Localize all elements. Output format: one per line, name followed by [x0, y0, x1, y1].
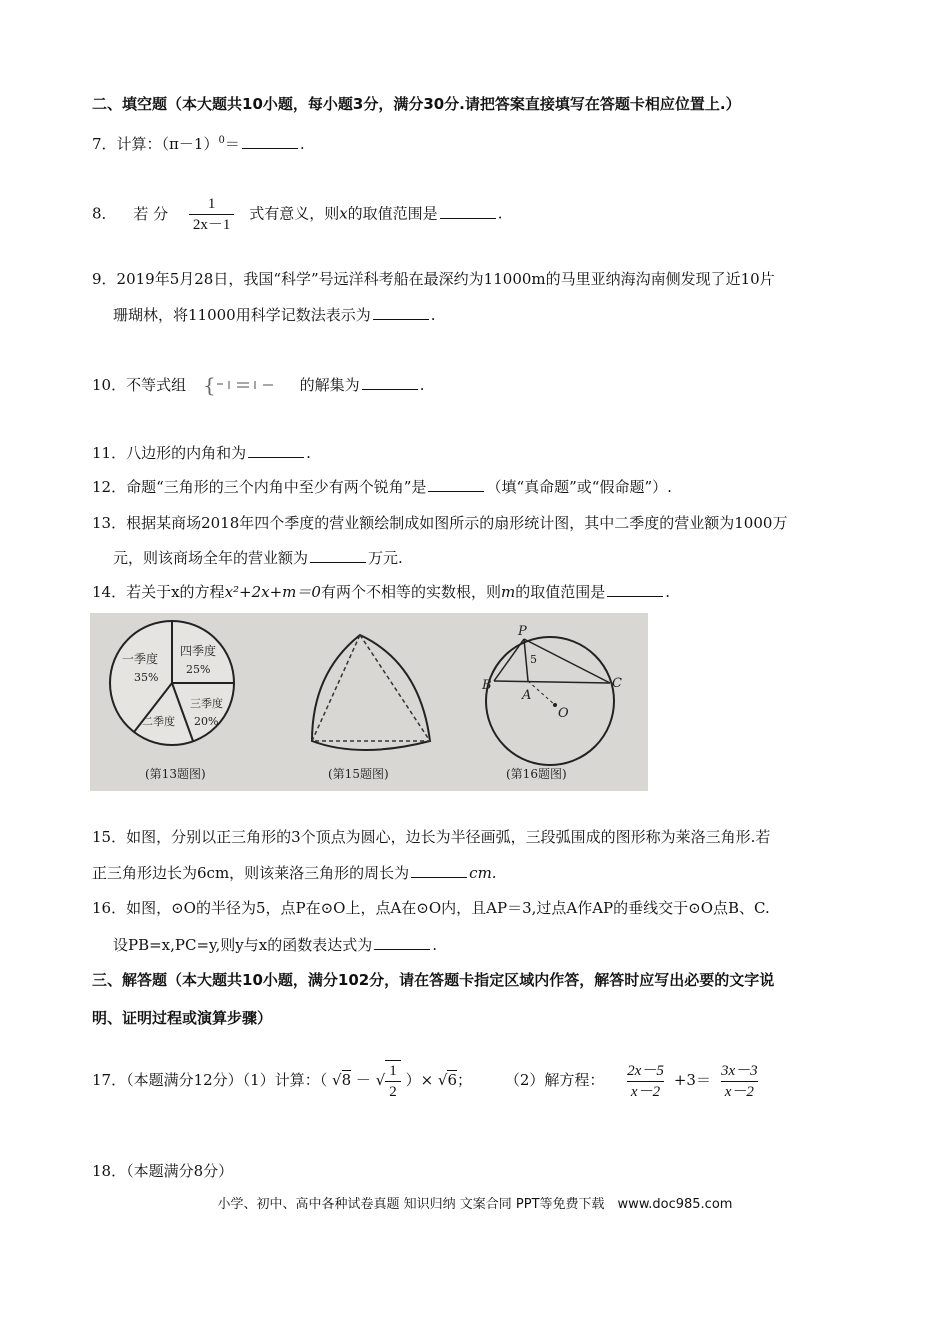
q14-end: . — [665, 583, 670, 601]
question-12 — [92, 476, 672, 498]
sqrt-half-fraction — [385, 1060, 401, 1102]
q11-end: . — [306, 444, 311, 462]
fig16-label-O: O — [558, 706, 569, 721]
q7-eq: ＝ — [224, 135, 240, 153]
answer-blank — [242, 134, 298, 149]
q8-var: x — [339, 204, 348, 223]
q12-text: 命题“三角形的三个内角中至少有两个锐角”是 — [126, 478, 427, 496]
q11-text: 八边形的内角和为 — [126, 444, 247, 462]
question-15-line2 — [92, 862, 497, 884]
fig13-label-q2: 二季度 — [142, 715, 175, 728]
question-17 — [92, 1060, 768, 1102]
q17-num: 17． — [92, 1071, 127, 1089]
q17-left-fraction — [623, 1061, 668, 1102]
answer-blank — [374, 935, 430, 950]
q7-text: 7． — [92, 135, 117, 153]
question-9-line1: 9．2019年5月28日，我国“科学”号远洋科考船在最深约为11000m的马里亚纳海沟南侧发现了近10片 — [92, 270, 775, 288]
fig16-label-C: C — [612, 676, 622, 691]
r-num: 3x－3 — [720, 1062, 758, 1079]
q14-post2: 的取值范围是 — [515, 583, 606, 601]
fig13-label-q1: 一季度 — [122, 652, 159, 666]
sqrt-8-value: 8 — [341, 1071, 352, 1089]
footer-text: 小学、初中、高中各种试卷真题 知识归纳 文案合同 PPT等免费下载 www.doc985.com — [217, 1197, 733, 1212]
fig13-label-q4: 四季度 — [180, 644, 217, 658]
r-den: x－2 — [721, 1081, 758, 1102]
question-16-line2 — [113, 934, 437, 956]
q7-exponent: 0 — [218, 135, 225, 146]
q13-end: 万元. — [368, 549, 403, 567]
half-den: 2 — [385, 1081, 401, 1102]
fig13-value-q1: 35% — [134, 671, 159, 684]
question-14 — [92, 581, 670, 603]
answer-blank — [310, 548, 366, 563]
question-16-line1: 16．如图，⊙O的半径为5，点P在⊙O上，点A在⊙O内，且AP＝3,过点A作AP的垂线交于⊙O点B、C. — [92, 899, 770, 917]
question-9-line2 — [113, 304, 436, 326]
question-10 — [92, 374, 424, 397]
q9-end: . — [430, 306, 436, 324]
q14-pre: 若关于x的方程 — [126, 583, 225, 601]
q10-pre: 不等式组 — [126, 376, 187, 394]
fig16-label-B: B — [482, 678, 492, 693]
fig16-circle-diagram — [481, 624, 622, 781]
q8-frac-num: 1 — [207, 196, 216, 212]
question-13-line1: 13．根据某商场2018年四个季度的营业额绘制成如图所示的扇形统计图，其中二季度的营业额为1000万 — [92, 514, 788, 532]
q10-end: . — [419, 376, 425, 394]
fig13-value-q4: 25% — [186, 663, 211, 676]
sqrt-half: √ $\frac{1}{2}$ — [376, 1060, 401, 1102]
question-13-line2 — [113, 547, 403, 569]
q7-body: 计算：（π－1） — [116, 135, 219, 153]
sqrt-6: √6 — [437, 1071, 458, 1089]
question-15-line1: 15．如图，分别以正三角形的3个顶点为圆心，边长为半径画弧，三段弧围成的图形称为莱洛三角形.若 — [92, 828, 771, 846]
answer-blank — [440, 204, 496, 219]
inequality-system-image — [201, 375, 285, 397]
q9-line2-text: 珊瑚林，将11000用科学记数法表示为 — [113, 306, 371, 324]
q16-end: . — [432, 936, 438, 954]
answer-blank — [248, 443, 304, 458]
fig16-caption: (第16题图) — [506, 767, 567, 781]
answer-blank — [428, 477, 484, 492]
q14-post: 有两个不相等的实数根，则 — [320, 583, 501, 601]
question-18: 18．（本题满分8分） — [92, 1162, 234, 1180]
fig13-label-q3: 三季度 — [190, 697, 223, 710]
q17-close: ）× — [405, 1071, 434, 1089]
q8-post2: 的取值范围是 — [347, 204, 438, 223]
fig15-caption: (第15题图) — [328, 767, 389, 781]
question-8 — [92, 194, 502, 235]
q13-line2-text: 元，则该商场全年的营业额为 — [113, 549, 309, 567]
q17-right-fraction — [717, 1061, 762, 1102]
answer-blank — [607, 582, 663, 597]
figures-photo — [90, 613, 648, 791]
question-11 — [92, 442, 311, 464]
l-den: x－2 — [627, 1081, 664, 1102]
sqrt-8: √8 — [332, 1071, 352, 1089]
q17-plus3: +3＝ — [673, 1071, 711, 1089]
q7-end: . — [299, 135, 305, 153]
fig16-label-P: P — [518, 624, 527, 639]
svg-text:{: { — [202, 375, 216, 397]
fig13-value-q3: 20% — [194, 715, 219, 728]
q14-eq: x²+2x+m＝0 — [224, 583, 321, 601]
q8-num: 8． — [92, 204, 117, 223]
answer-blank — [373, 305, 429, 320]
fig15-reuleaux-triangle — [312, 635, 430, 781]
q8-fraction — [189, 194, 235, 235]
answer-blank — [362, 375, 418, 390]
l-num: 2x－5 — [627, 1062, 664, 1079]
q8-pre: 若 分 — [133, 204, 169, 223]
q15-unit: cm. — [469, 864, 497, 882]
q17-score: （本题满分12分）（1）计算： — [126, 1071, 320, 1089]
q8-end: . — [497, 204, 503, 223]
q10-post: 的解集为 — [299, 376, 360, 394]
q15-line2-text: 正三角形边长为6cm，则该莱洛三角形的周长为 — [92, 864, 410, 882]
sqrt-6-value: 6 — [447, 1071, 458, 1089]
q12-num: 12． — [92, 478, 127, 496]
q17-minus: － — [355, 1071, 371, 1089]
section-3-title-line1: 三、解答题（本大题共10小题，满分102分，请在答题卡指定区域内作答，解答时应写出必要的文字说 — [92, 971, 775, 989]
q16-line2-text: 设PB=x,PC=y,则y与x的函数表达式为 — [113, 936, 373, 954]
answer-blank — [411, 863, 467, 878]
q8-post: 式有意义，则 — [249, 204, 340, 223]
q14-var: m — [500, 583, 516, 601]
fig13-pie-chart — [110, 621, 234, 781]
q17-part2: （2）解方程： — [504, 1071, 605, 1089]
section-3-title-line2: 明、证明过程或演算步骤） — [92, 1009, 273, 1027]
fig16-label-A: A — [522, 688, 532, 703]
half-num: 1 — [389, 1063, 397, 1079]
q12-end: （填“真命题”或“假命题”）. — [486, 478, 672, 496]
q14-num: 14． — [92, 583, 127, 601]
q8-frac-den: 2x－1 — [189, 214, 235, 235]
fig13-caption: (第13题图) — [145, 767, 206, 781]
fig16-label-5: 5 — [530, 653, 537, 666]
q17-open: （ — [319, 1071, 328, 1089]
q10-num: 10． — [92, 376, 127, 394]
section-2-title: 二、填空题（本大题共10小题，每小题3分，满分30分.请把答案直接填写在答题卡相应位置上.） — [92, 95, 741, 113]
q11-num: 11． — [92, 444, 127, 462]
q17-semi: ； — [457, 1071, 473, 1089]
question-7 — [92, 130, 305, 155]
